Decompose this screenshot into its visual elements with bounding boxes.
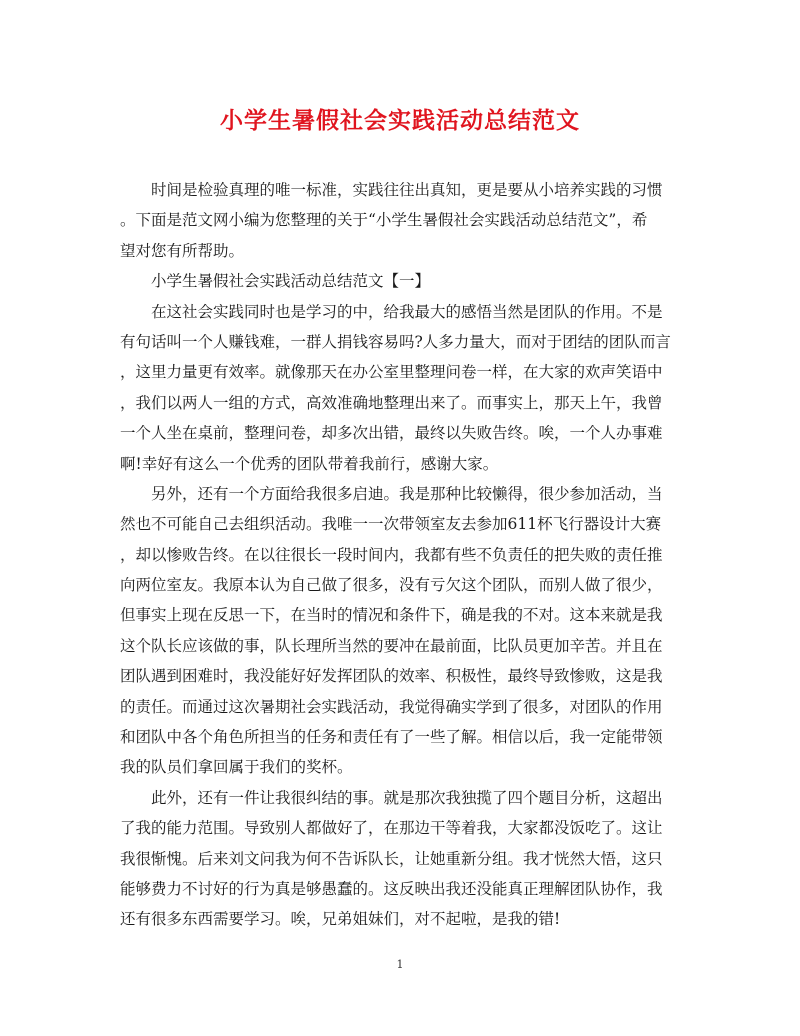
- text-line: 时间是检验真理的唯一标准，实践往往出真知，更是要从小培养实践的习惯: [120, 181, 663, 199]
- text-line: 了我的能力范围。导致别人都做好了，在那边干等着我，大家都没饭吃了。这让: [120, 819, 663, 838]
- text-line: 在这社会实践同时也是学习的中，给我最大的感悟当然是团队的作用。不是: [120, 302, 663, 321]
- text-line: 能够费力不讨好的行为真是够愚蠢的。这反映出我还没能真正理解团队协作，我: [120, 879, 663, 898]
- text-line: 望对您有所帮助。: [120, 241, 245, 260]
- text-line: 这个队长应该做的事，队长理所当然的要冲在最前面，比队员更加辛苦。并且在: [120, 636, 663, 655]
- text-line: 的责任。而通过这次暑期社会实践活动，我觉得确实学到了很多，对团队的作用: [120, 697, 663, 716]
- text-line: 我很惭愧。后来刘文问我为何不告诉队长，让她重新分组。我才恍然大悟，这只: [120, 849, 663, 868]
- text-line: 啊!幸好有这么一个优秀的团队带着我前行，感谢大家。: [120, 454, 499, 473]
- text-line: 但事实上现在反思一下，在当时的情况和条件下，确是我的不对。这本来就是我: [120, 606, 663, 625]
- text-line: 向两位室友。我原本认为自己做了很多，没有亏欠这个团队，而别人做了很少，: [120, 576, 663, 595]
- section-heading: 小学生暑假社会实践活动总结范文【一】: [120, 272, 431, 291]
- document-body: [120, 175, 680, 935]
- text-line: 。下面是范文网小编为您整理的关于“小学生暑假社会实践活动总结范文”，希: [120, 211, 648, 230]
- text-line: 一个人坐在桌前，整理问卷，却多次出错，最终以失败告终。唉，一个人办事难: [120, 424, 663, 443]
- text-line: ，这里力量更有效率。就像那天在办公室里整理问卷一样，在大家的欢声笑语中: [120, 363, 663, 382]
- text-line: ，却以惨败告终。在以往很长一段时间内，我都有些不负责任的把失败的责任推: [120, 545, 663, 564]
- text-line: 此外，还有一件让我很纠结的事。就是那次我独揽了四个题目分析，这超出: [120, 788, 663, 807]
- text-line: 有句话叫一个人赚钱难，一群人捐钱容易吗?人多力量大，而对于团结的团队而言: [120, 332, 671, 351]
- text-line: ，我们以两人一组的方式，高效准确地整理出来了。而事实上，那天上午，我曾: [120, 393, 663, 412]
- text-line: 另外，还有一个方面给我很多启迪。我是那种比较懒得，很少参加活动，当: [120, 484, 663, 503]
- text-line: 团队遇到困难时，我没能好好发挥团队的效率、积极性，最终导致惨败，这是我: [120, 667, 663, 686]
- document-title: 小学生暑假社会实践活动总结范文: [220, 107, 580, 134]
- page-number: 1: [396, 958, 404, 971]
- text-line: 然也不可能自己去组织活动。我唯一一次带领室友去参加611杯飞行器设计大赛: [120, 515, 662, 534]
- text-line: 我的队员们拿回属于我们的奖杯。: [120, 758, 353, 777]
- text-line: 还有很多东西需要学习。唉，兄弟姐妹们，对不起啦，是我的错!: [120, 910, 561, 929]
- text-line: 和团队中各个角色所担当的任务和责任有了一些了解。相信以后，我一定能带领: [120, 728, 663, 747]
